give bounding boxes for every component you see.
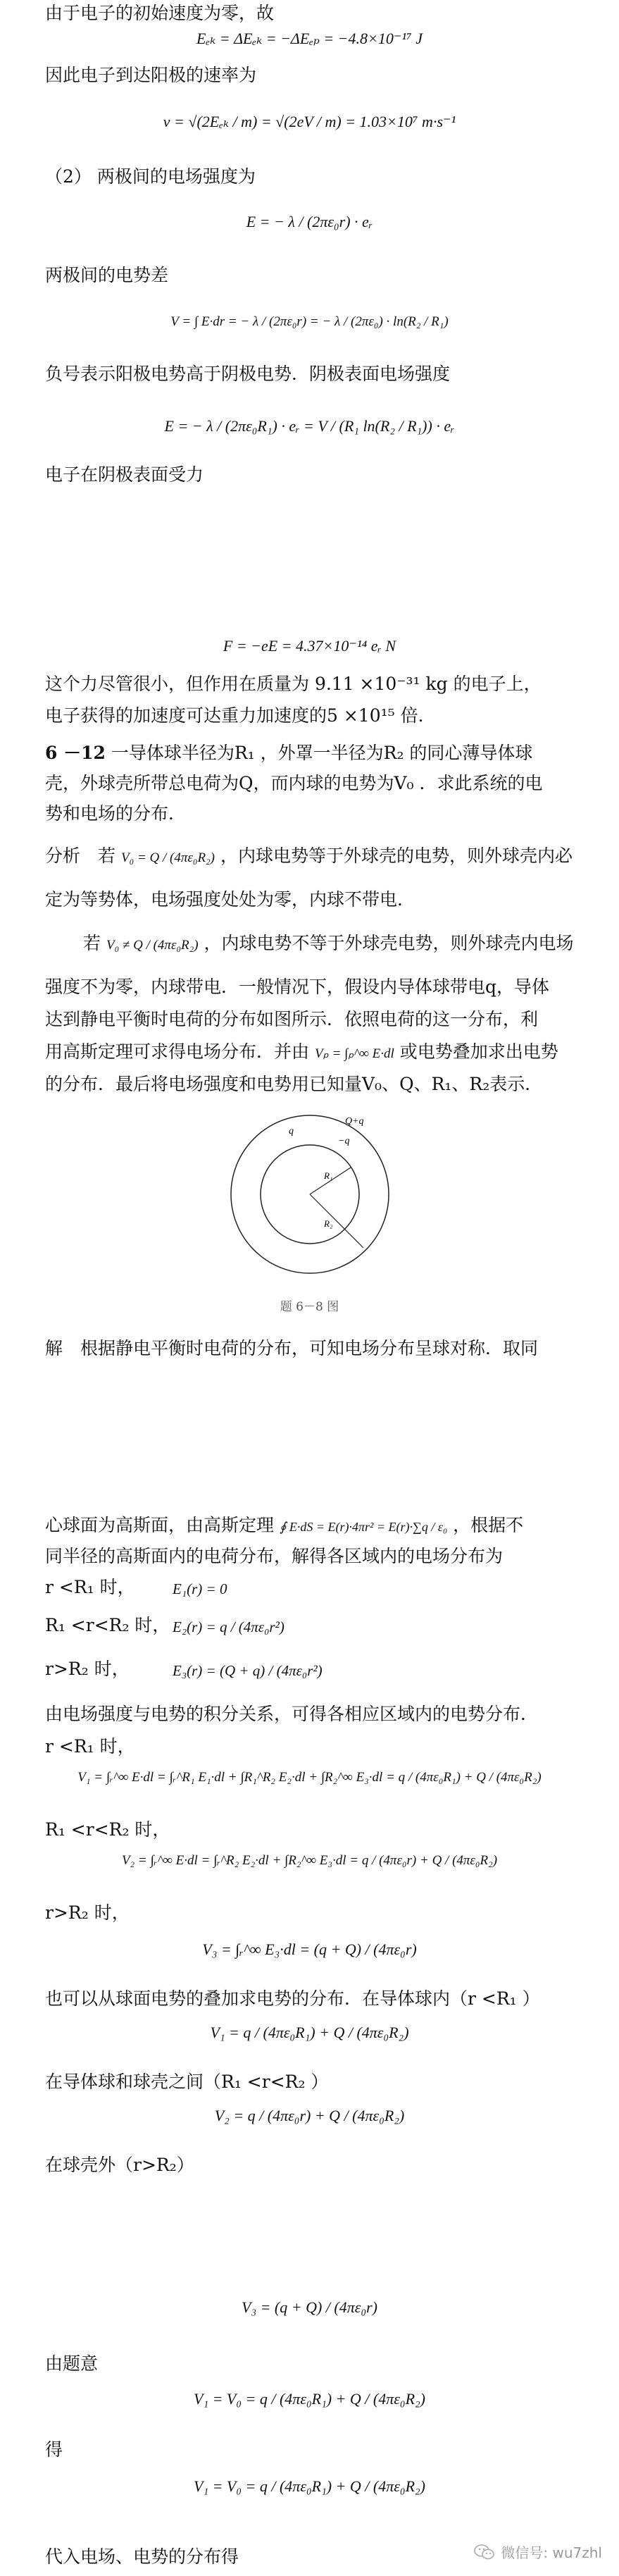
equation-result: V₁ = V₀ = q / (4πε₀R₁) + Q / (4πε₀R₂) — [194, 2477, 425, 2495]
region-label: r>R₂ 时， — [45, 1902, 130, 1923]
region-label: r>R₂ 时， — [45, 1659, 130, 1679]
text-line: 达到静电平衡时电荷的分布如图所示．依照电荷的这一分布，利 — [45, 1009, 539, 1029]
equation-kinetic-energy: Eₑₖ = ΔEₑₖ = −ΔEₑₚ = −4.8×10⁻¹⁷ J — [196, 30, 423, 47]
solution-line: 心球面为高斯面，由高斯定理 ∮ E·dS = E(r)·4πr² = E(r)·∑q / ε₀ ，根据不 — [45, 1515, 524, 1535]
equation-field-region1: E₁(r) = 0 — [173, 1580, 227, 1597]
text-line: 代入电场、电势的分布得 — [45, 2546, 239, 2567]
equation-superposition-v1: V₁ = q / (4πε₀R₁) + Q / (4πε₀R₂) — [210, 2024, 409, 2041]
text-line: 在导体球和球壳之间（R₁ <r<R₂ ） — [45, 2072, 329, 2092]
label-r1: R₁ — [324, 1170, 333, 1181]
equation-field: E = − λ / (2πε₀r) · eᵣ — [246, 213, 373, 230]
equation-potential-region3: V₃ = ∫ᵣ^∞ E₃·dl = (q + Q) / (4πε₀r) — [202, 1940, 417, 1958]
text-line: 电子获得的加速度可达重力加速度的5 ×10¹⁵ 倍． — [45, 705, 436, 726]
equation-superposition-v2: V₂ = q / (4πε₀r) + Q / (4πε₀R₂) — [214, 2107, 405, 2124]
inline-equation: V₀ ≠ Q / (4πε₀R₂) — [106, 938, 199, 953]
region-label: R₁ <r<R₂ 时， — [45, 1819, 170, 1840]
watermark — [474, 2541, 602, 2562]
text-line: 同半径的高斯面内的电荷分布，解得各区域内的电场分布为 — [45, 1546, 504, 1566]
region-label: R₁ <r<R₂ 时， — [45, 1615, 170, 1635]
label-r2: R₂ — [324, 1218, 333, 1229]
wechat-icon — [474, 2544, 495, 2560]
label-minus-q: −q — [338, 1136, 350, 1146]
region-label: r <R₁ 时， — [45, 1577, 135, 1597]
equation-superposition-v3: V₃ = (q + Q) / (4πε₀r) — [242, 2298, 377, 2316]
text-line: 强度不为零，内球带电．一般情况下，假设内导体球带电q，导体 — [45, 977, 550, 997]
text-line: 壳，外球壳所带总电荷为Q，而内球的电势为V₀ ．求此系统的电 — [45, 773, 543, 793]
text-line: 因此电子到达阳极的速率为 — [45, 65, 257, 85]
text-line: 得 — [45, 2439, 63, 2460]
region-label: r <R₁ 时， — [45, 1736, 135, 1757]
equation-force: F = −eE = 4.37×10⁻¹⁴ eᵣ N — [223, 637, 396, 655]
text-line: 由于电子的初始速度为零，故 — [45, 3, 275, 23]
concentric-spheres-figure — [225, 1110, 394, 1279]
equation-field-region2: E₂(r) = q / (4πε₀r²) — [173, 1618, 285, 1635]
text-line: 势和电场的分布． — [45, 803, 187, 824]
problem-statement: 6 －12 一导体球半径为R₁ ，外罩一半径为R₂ 的同心薄导体球 — [45, 743, 533, 763]
radius-r2-line — [310, 1194, 363, 1248]
equation-potential-region1: V₁ = ∫ᵣ^∞ E·dl = ∫ᵣ^R₁ E₁·dl + ∫R₁^R₂ E₂·dl + ∫R₂^∞ E₃·dl = q / (4πε₀R₁) + Q / (4πε₀R₂) — [77, 1770, 542, 1785]
inline-equation: V₀ = Q / (4πε₀R₂) — [120, 850, 215, 865]
text-line: 解 根据静电平衡时电荷的分布，可知电场分布呈球对称．取同 — [45, 1338, 539, 1358]
analysis-line: 分析 若 V₀ = Q / (4πε₀R₂) ，内球电势等于外球壳的电势，则外球壳内必 — [45, 846, 573, 866]
equation-potential-region2: V₂ = ∫ᵣ^∞ E·dl = ∫ᵣ^R₂ E₂·dl + ∫R₂^∞ E₃·dl = q / (4πε₀r) + Q / (4πε₀R₂) — [121, 1853, 498, 1868]
text-line: 的分布．最后将电场强度和电势用已知量V₀、Q、R₁、R₂表示． — [45, 1074, 543, 1094]
text-line: （2） 两极间的电场强度为 — [45, 166, 256, 187]
equation-cathode-field: E = − λ / (2πε₀R₁) · eᵣ = V / (R₁ ln(R₂ / R₁)) · eᵣ — [164, 417, 455, 435]
problem-number: 6 －12 — [45, 743, 106, 763]
equation-potential-difference: V = ∫ E·dr = − λ / (2πε₀r) = − λ / (2πε₀) · ln(R₂ / R₁) — [170, 314, 449, 329]
label-outer-charge: Q+q — [345, 1116, 364, 1127]
text-line: 这个力尽管很小，但作用在质量为 9.11 ×10⁻³¹ kg 的电子上， — [45, 674, 542, 694]
equation-field-region3: E₃(r) = (Q + q) / (4πε₀r²) — [173, 1662, 323, 1679]
inline-equation: ∮ E·dS = E(r)·4πr² = E(r)·∑q / ε₀ — [279, 1520, 448, 1534]
text-line: 电子在阴极表面受力 — [45, 464, 204, 485]
text-line: 由电场强度与电势的积分关系，可得各相应区域内的电势分布． — [45, 1704, 539, 1724]
text-line: 也可以从球面电势的叠加求电势的分布．在导体球内（r <R₁ ） — [45, 1988, 540, 2009]
equation-velocity: v = √(2Eₑₖ / m) = √(2eV / m) = 1.03×10⁷ m·s⁻¹ — [163, 113, 456, 130]
text-line: 两极间的电势差 — [45, 265, 169, 285]
figure-caption: 题 6－8 图 — [280, 1300, 339, 1314]
analysis-line: 若 V₀ ≠ Q / (4πε₀R₂) ，内球电势不等于外球壳电势，则外球壳内电场 — [83, 933, 574, 953]
watermark-text: 微信号: wu7zhl — [501, 2544, 602, 2561]
text-line: 由题意 — [45, 2353, 99, 2374]
equation-condition: V₁ = V₀ = q / (4πε₀R₁) + Q / (4πε₀R₂) — [194, 2390, 425, 2408]
text-line: 负号表示阳极电势高于阴极电势．阴极表面电场强度 — [45, 364, 451, 384]
analysis-line: 用高斯定理可求得电场分布．并由 Vₚ = ∫ₚ^∞ E·dl 或电势叠加求出电势 — [45, 1041, 558, 1062]
inline-equation: Vₚ = ∫ₚ^∞ E·dl — [314, 1046, 394, 1061]
label-q: q — [289, 1126, 294, 1137]
text-line: 在球壳外（r>R₂） — [45, 2155, 194, 2175]
text-line: 定为等势体，电场强度处处为零，内球不带电． — [45, 889, 415, 910]
